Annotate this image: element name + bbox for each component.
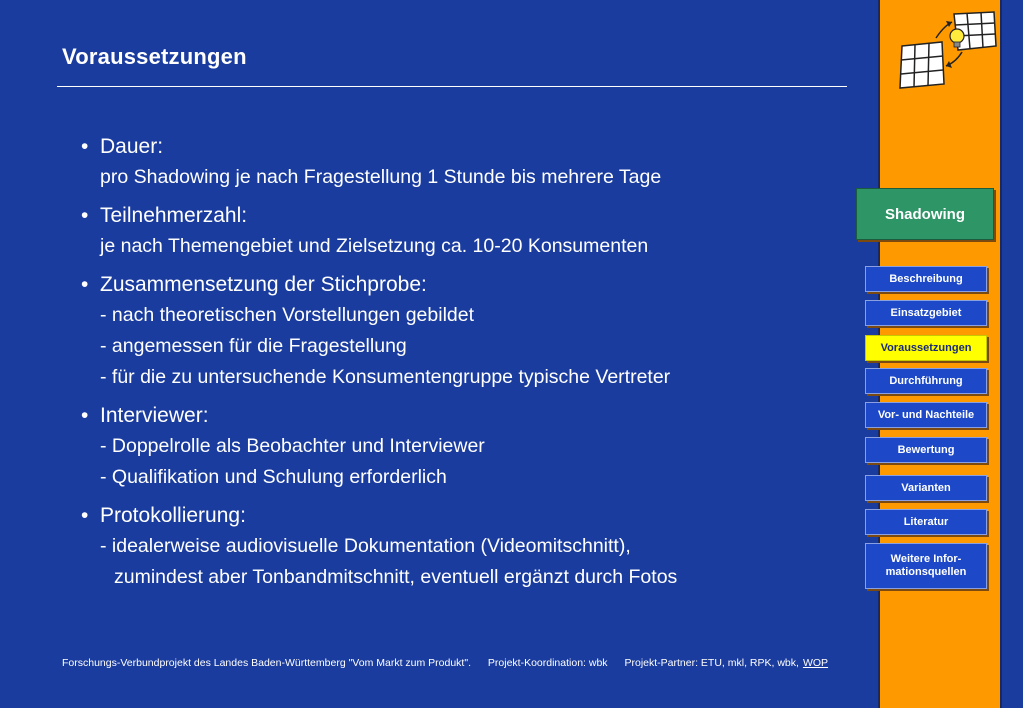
bullet-interviewer: • Interviewer:: [78, 400, 858, 431]
detail-line: - Qualifikation und Schulung erforderlich: [100, 466, 447, 488]
bullet-dot: •: [81, 504, 89, 527]
bullet-dauer: • Dauer:: [78, 131, 858, 162]
page-title: Voraussetzungen: [62, 44, 247, 69]
nav-bewertung[interactable]: Bewertung: [865, 437, 987, 463]
bullet-protokollierung: • Protokollierung:: [78, 500, 858, 531]
bullet-dot: •: [81, 404, 89, 427]
detail-line: - Doppelrolle als Beobachter und Interviewer: [100, 435, 485, 457]
bullet-dot: •: [81, 273, 89, 296]
bullet-dot: •: [81, 204, 89, 227]
detail-line: - nach theoretischen Vorstellungen gebildet: [100, 304, 475, 326]
nav-literatur[interactable]: Literatur: [865, 509, 987, 535]
nav-voraussetzungen[interactable]: Voraussetzungen: [865, 335, 987, 361]
footer: [62, 657, 828, 669]
section-shadowing[interactable]: Shadowing: [856, 188, 994, 240]
footer-wop-link[interactable]: WOP: [802, 657, 829, 669]
footer-project: Forschungs-Verbundprojekt des Landes Baden-Württemberg "Vom Markt zum Produkt".: [62, 657, 471, 669]
title-divider: [57, 86, 847, 87]
footer-coordination: Projekt-Koordination: wbk: [487, 657, 608, 669]
detail-line: pro Shadowing je nach Fragestellung 1 Stunde bis mehrere Tage: [100, 166, 662, 188]
bullet-dot: •: [81, 135, 89, 158]
content-list: [78, 131, 858, 593]
nav-weitere-informationsquellen[interactable]: Weitere Infor- mationsquellen: [865, 543, 987, 589]
nav-varianten[interactable]: Varianten: [865, 475, 987, 501]
detail-line: zumindest aber Tonbandmitschnitt, eventuell ergänzt durch Fotos: [114, 566, 678, 588]
footer-partners: Projekt-Partner: ETU, mkl, RPK, wbk,: [624, 657, 799, 669]
detail-line: je nach Themengebiet und Zielsetzung ca. 10-20 Konsumenten: [100, 235, 649, 257]
nav-durchfuehrung[interactable]: Durchführung: [865, 368, 987, 394]
nav-vor-und-nachteile[interactable]: Vor- und Nachteile: [865, 402, 987, 428]
shadowing-logo-icon: [896, 8, 1004, 90]
detail-line: - angemessen für die Fragestellung: [100, 335, 407, 357]
nav-beschreibung[interactable]: Beschreibung: [865, 266, 987, 292]
bullet-zusammensetzung: • Zusammensetzung der Stichprobe:: [78, 269, 858, 300]
detail-line: - für die zu untersuchende Konsumentengruppe typische Vertreter: [100, 366, 671, 388]
bullet-teilnehmerzahl: • Teilnehmerzahl:: [78, 200, 858, 231]
nav-einsatzgebiet[interactable]: Einsatzgebiet: [865, 300, 987, 326]
detail-line: - idealerweise audiovisuelle Dokumentation (Videomitschnitt),: [100, 535, 631, 557]
